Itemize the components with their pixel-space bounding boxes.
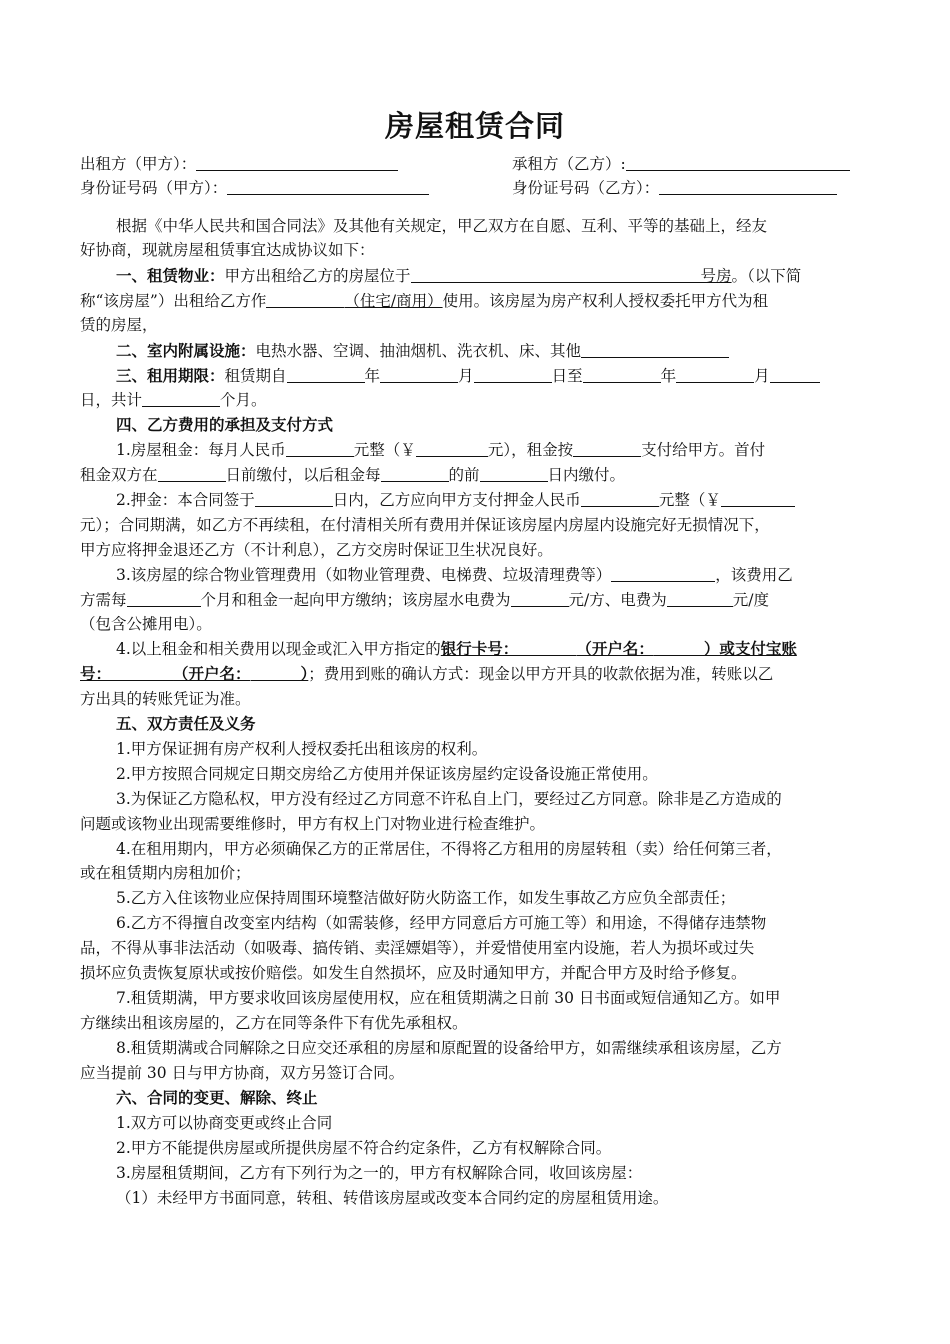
section-4-p3-line-3: （包含公摊用电）。: [80, 615, 212, 633]
section-4-heading: 四、乙方费用的承担及支付方式: [116, 415, 334, 434]
section-4-p1-line-1: [116, 439, 765, 461]
deposit-number-blank[interactable]: [721, 490, 795, 507]
section-1-text: 称“该房屋”）出租给乙方作: [80, 292, 267, 310]
month-label: 月: [458, 367, 474, 385]
start-month-blank[interactable]: [380, 366, 458, 383]
p2-text: 元整（￥: [658, 491, 721, 509]
lessor-label: 出租方（甲方）：: [80, 155, 197, 173]
section-3-line-2: [80, 389, 267, 411]
s5-line: 方继续出租该房屋的，乙方在同等条件下有优先承租权。: [80, 1014, 468, 1032]
lessor-blank[interactable]: [196, 154, 398, 171]
s6-line: 2.甲方不能提供房屋或所提供房屋不符合约定条件，乙方有权解除合同。: [116, 1139, 612, 1157]
section-3-line-1: [116, 365, 820, 387]
s5-line: 3.为保证乙方隐私权，甲方没有经过乙方同意不许私自上门，要经过乙方同意。除非是乙方造成的: [116, 790, 782, 808]
alipay-label: ）或支付宝账: [703, 639, 797, 658]
bank-card-blank[interactable]: [518, 639, 576, 656]
lessee-blank[interactable]: [626, 154, 850, 171]
section-1-text: 使用。该房屋为房产权利人授权委托甲方代为租: [442, 292, 769, 310]
usage-blank[interactable]: [266, 291, 344, 308]
bank-card-label: 银行卡号：: [440, 639, 519, 658]
s5-line: 品，不得从事非法活动（如吸毒、搞传销、卖淫嫖娼等），并爱惜使用室内设施，若人为损坏或过失: [80, 939, 755, 957]
water-fee-blank[interactable]: [511, 590, 569, 607]
year-label: 年: [364, 367, 381, 385]
pay-days-blank[interactable]: [480, 465, 548, 482]
section-4-p2-line-2: 元）；合同期满，如乙方不再续租，在付清相关所有费用并保证该房屋内房屋内设施完好无损情况下，: [80, 516, 770, 534]
close-paren: ）: [300, 664, 309, 683]
section-6-heading: 六、合同的变更、解除、终止: [116, 1088, 318, 1107]
s5-line: 2.甲方按照合同规定日期交房给乙方使用并保证该房屋约定设备设施正常使用。: [116, 765, 658, 783]
s5-line: 问题或该物业出现需要维修时，甲方有权上门对物业进行检查维护。: [80, 815, 546, 833]
pay-cycle-blank[interactable]: [381, 465, 449, 482]
lessee-id-blank[interactable]: [659, 178, 837, 195]
day-to-label: 日至: [551, 367, 583, 385]
lessee-line: [512, 153, 850, 175]
p3-text: 方需每: [80, 591, 127, 609]
room-number-label: 号房: [700, 267, 732, 285]
section-1-line-1: [116, 265, 801, 287]
end-month-blank[interactable]: [676, 366, 754, 383]
section-4-p2-line-1: [116, 489, 795, 511]
section-2-heading: 二、室内附属设施：: [116, 341, 256, 360]
months-total-blank[interactable]: [142, 390, 220, 407]
document-title: 房屋租赁合同: [384, 109, 565, 143]
p1-text: 元整（￥: [353, 441, 416, 459]
p3-text: 个月和租金一起向甲方缴纳；该房屋水电费为: [200, 591, 511, 609]
rent-period-blank[interactable]: [573, 440, 641, 457]
other-facilities-blank[interactable]: [581, 341, 729, 358]
section-4-p4-line-2: [80, 663, 773, 685]
p3-text: 3.该房屋的综合物业管理费用（如物业管理费、电梯费、垃圾清理费等）: [116, 566, 612, 584]
section-3-text: 日，共计: [80, 391, 143, 409]
section-1-text: 。（以下简: [731, 267, 802, 285]
start-day-blank[interactable]: [474, 366, 552, 383]
s5-line: 5.乙方入住该物业应保持周围环境整洁做好防火防盗工作，如发生事故乙方应负全部责任；: [116, 889, 736, 907]
section-3-text: 租赁期自: [224, 367, 287, 385]
section-5-heading: 五、双方责任及义务: [116, 714, 256, 733]
s5-line: 8.租赁期满或合同解除之日应交还承租的房屋和原配置的设备给甲方，如需继续承租该房屋，乙方: [116, 1039, 782, 1057]
fee-months-blank[interactable]: [127, 590, 201, 607]
section-3-text: 个月。: [220, 391, 267, 409]
lessee-id-line: [512, 177, 837, 199]
section-4-p3-line-2: [80, 589, 769, 611]
usage-options: （住宅/商用）: [344, 292, 443, 310]
address-blank[interactable]: [411, 266, 701, 283]
lessor-line: [80, 153, 398, 175]
section-1-line-2: [80, 290, 768, 312]
s5-line: 1.甲方保证拥有房产权利人授权委托出租该房的权利。: [116, 740, 488, 758]
p1-text: 日前缴付，以后租金每: [225, 466, 381, 484]
p2-text: 日内，乙方应向甲方支付押金人民币: [332, 491, 581, 509]
p1-text: 1.房屋租金：每月人民币: [116, 441, 286, 459]
s5-line: 应当提前 30 日与甲方协商，双方另签订合同。: [80, 1064, 405, 1082]
section-1-line-3: 赁的房屋，: [80, 316, 158, 334]
p3-text: 元/度: [732, 591, 769, 609]
section-4-p3-line-1: [116, 564, 793, 586]
alipay-number-label: 号：: [80, 664, 112, 683]
alipay-number-blank[interactable]: [111, 664, 173, 681]
p3-text: 元/方、电费为: [568, 591, 667, 609]
account-name-label: （开户名：: [173, 664, 251, 683]
section-3-heading: 三、租用期限：: [116, 366, 225, 385]
section-2-text: 电热水器、空调、抽油烟机、洗衣机、床、其他: [255, 342, 582, 360]
p4-text: ；费用到账的确认方式：现金以甲方开具的收款依据为准，转账以乙: [308, 665, 774, 683]
lessee-id-label: 身份证号码（乙方）：: [512, 179, 660, 197]
section-4-p2-line-3: 甲方应将押金退还乙方（不计利息），乙方交房时保证卫生状况良好。: [80, 541, 553, 559]
section-1-text: 甲方出租给乙方的房屋位于: [224, 267, 411, 285]
lessor-id-blank[interactable]: [227, 178, 429, 195]
p4-text: 4.以上租金和相关费用以现金或汇入甲方指定的: [116, 640, 441, 658]
year-label: 年: [660, 367, 677, 385]
bank-account-name-blank[interactable]: [654, 639, 704, 656]
section-4-p4-line-1: [116, 638, 797, 660]
section-2-line: [116, 340, 729, 362]
s5-line: 4.在租用期内，甲方必须确保乙方的正常居住，不得将乙方租用的房屋转租（卖）给任何第三者，: [116, 840, 782, 858]
deposit-amount-blank[interactable]: [581, 490, 659, 507]
lessor-id-label: 身份证号码（甲方）：: [80, 179, 228, 197]
deposit-days-blank[interactable]: [255, 490, 333, 507]
s5-line: 或在租赁期内房租加价；: [80, 864, 251, 882]
p3-text: ，该费用乙: [715, 566, 793, 584]
p2-text: 2.押金：本合同签于: [116, 491, 255, 509]
rent-number-blank[interactable]: [416, 440, 488, 457]
intro-line-1: 根据《中华人民共和国合同法》及其他有关规定，甲乙双方在自愿、互利、平等的基础上，经友: [116, 217, 768, 235]
p1-text: 的前: [448, 466, 480, 484]
p1-text: 租金双方在: [80, 466, 158, 484]
lessor-id-line: [80, 177, 429, 199]
property-fee-blank[interactable]: [611, 565, 715, 582]
s5-line: 损坏应负责恢复原状或按价赔偿。如发生自然损坏，应及时通知甲方，并配合甲方及时给予修复。: [80, 964, 747, 982]
start-year-blank[interactable]: [287, 366, 365, 383]
account-name-label: （开户名：: [576, 639, 654, 658]
section-1-heading: 一、租赁物业：: [116, 266, 225, 285]
intro-line-2: 好协商，现就房屋租赁事宜达成协议如下：: [80, 241, 375, 259]
p1-text: 支付给甲方。首付: [641, 441, 766, 459]
alipay-account-name-blank[interactable]: [251, 664, 301, 681]
s6-line: 1.双方可以协商变更或终止合同: [116, 1114, 333, 1132]
rent-amount-blank[interactable]: [286, 440, 354, 457]
s5-line: 7.租赁期满，甲方要求收回该房屋使用权，应在租赁期满之日前 30 日书面或短信通知乙方。如甲: [116, 989, 781, 1007]
s5-line: 6.乙方不得擅自改变室内结构（如需装修，经甲方同意后方可施工等）和用途，不得储存违禁物: [116, 914, 767, 932]
section-4-p1-line-2: [80, 464, 625, 486]
end-year-blank[interactable]: [583, 366, 661, 383]
p1-text: 元），租金按: [487, 441, 574, 459]
month-label: 月: [754, 367, 770, 385]
s6-line: 3.房屋租赁期间，乙方有下列行为之一的，甲方有权解除合同，收回该房屋：: [116, 1164, 643, 1182]
end-day-blank[interactable]: [770, 366, 820, 383]
section-4-p4-line-3: 方出具的转账凭证为准。: [80, 690, 251, 708]
p1-text: 日内缴付。: [547, 466, 626, 484]
s6-line: （1）未经甲方书面同意，转租、转借该房屋或改变本合同约定的房屋租赁用途。: [116, 1189, 669, 1207]
lessee-label: 承租方（乙方）:: [512, 155, 626, 173]
electric-fee-blank[interactable]: [667, 590, 733, 607]
first-pay-date-blank[interactable]: [158, 465, 226, 482]
